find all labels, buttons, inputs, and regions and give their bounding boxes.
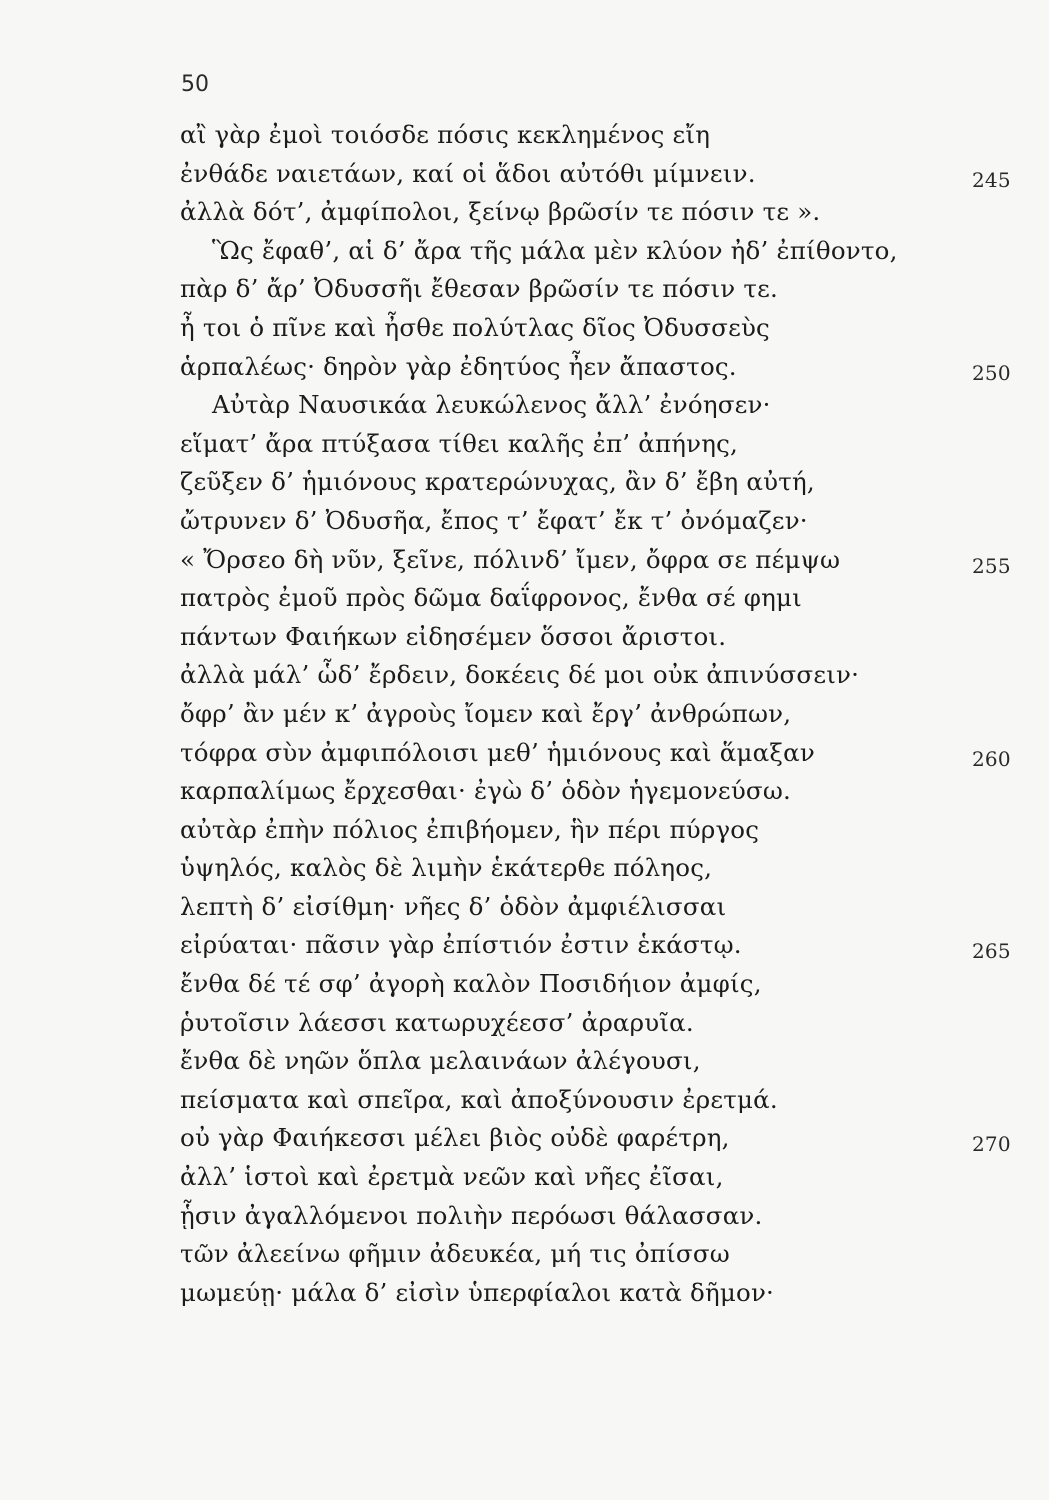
verse-text: ἀλλὰ μάλ’ ὧδ’ ἔρδειν, δοκέεις δέ μοι οὐκ ἀπινύσσειν· (180, 660, 860, 690)
verse-line (180, 1235, 1020, 1274)
verse-line (180, 965, 1020, 1004)
verse-text: ὑψηλός, καλὸς δὲ λιμὴν ἑκάτερθε πόληος, (180, 853, 713, 883)
line-number: 255 (972, 553, 1011, 578)
verse-text: τῶν ἀλεείνω φῆμιν ἀδευκέα, μή τις ὀπίσσω (180, 1239, 730, 1269)
verse-text: εἰρύαται· πᾶσιν γὰρ ἐπίστιόν ἐστιν ἑκάστῳ. (180, 930, 742, 960)
verse-text: πείσματα καὶ σπεῖρα, καὶ ἀποξύνουσιν ἐρετμά. (180, 1084, 778, 1114)
verse-line (180, 541, 1020, 580)
verse-line (180, 1274, 1020, 1313)
verse-text: ἔνθα δέ τέ σφ’ ἀγορὴ καλὸν Ποσιδήιον ἀμφίς, (180, 969, 762, 999)
verse-text: ᾗσιν ἀγαλλόμενοι πολιὴν περόωσι θάλασσαν. (180, 1200, 763, 1230)
verse-text: πατρὸς ἐμοῦ πρὸς δῶμα δαΐφρονος, ἔνθα σέ φημι (180, 583, 802, 613)
verse-text: ἔνθα δὲ νηῶν ὅπλα μελαινάων ἀλέγουσι, (180, 1046, 701, 1076)
verse-text: μωμεύῃ· μάλα δ’ εἰσὶν ὑπερφίαλοι κατὰ δῆμον· (180, 1277, 775, 1307)
line-number: 265 (972, 939, 1011, 964)
verse-text: αἲ γὰρ ἐμοὶ τοιόσδε πόσις κεκλημένος εἴη (180, 120, 711, 149)
verse-text: ἐνθάδε ναιετάων, καί οἱ ἅδοι αὐτόθι μίμνειν. (180, 158, 756, 188)
page-number: 50 (181, 72, 209, 97)
verse-line (180, 1004, 1020, 1043)
verse-line (180, 849, 1020, 888)
verse-line (180, 695, 1020, 734)
line-number: 245 (972, 167, 1011, 192)
verse-line (180, 926, 1020, 965)
verse-text: Αὐτὰρ Ναυσικάα λευκώλενος ἄλλ’ ἐνόησεν· (212, 390, 771, 420)
verse-line (180, 116, 1020, 155)
verse-text: ζεῦξεν δ’ ἡμιόνους κρατερώνυχας, ἂν δ’ ἔβη αὐτή, (180, 467, 815, 497)
verse-line (180, 1119, 1020, 1158)
verse-line (180, 232, 1020, 271)
verse-line (180, 579, 1020, 618)
verse-line (180, 1081, 1020, 1120)
line-number: 270 (972, 1132, 1011, 1157)
verse-line (180, 193, 1020, 232)
verse-text: ἀλλὰ δότ’, ἀμφίπολοι, ξείνῳ βρῶσίν τε πόσιν τε ». (180, 197, 821, 227)
verse-text: αὐτὰρ ἐπὴν πόλιος ἐπιβήομεν, ἣν πέρι πύργος (180, 814, 760, 844)
verse-line (180, 155, 1020, 194)
verse-line (180, 888, 1020, 927)
line-number: 250 (972, 360, 1011, 385)
verse-text: ἀλλ’ ἱστοὶ καὶ ἐρετμὰ νεῶν καὶ νῆες ἐῖσαι, (180, 1162, 724, 1192)
verse-line (180, 463, 1020, 502)
verse-line (180, 618, 1020, 657)
verse-line (180, 502, 1020, 541)
verse-text: ἦ τοι ὁ πῖνε καὶ ἦσθε πολύτλας δῖος Ὀδυσσεὺς (180, 312, 770, 342)
verse-line (180, 1042, 1020, 1081)
verse-line (180, 309, 1020, 348)
verse-text: « Ὄρσεο δὴ νῦν, ξεῖνε, πόλινδ’ ἴμεν, ὄφρα σε πέμψω (180, 544, 841, 574)
verse-text: εἵματ’ ἄρα πτύξασα τίθει καλῆς ἐπ’ ἀπήνης, (180, 428, 739, 458)
verse-text: οὐ γὰρ Φαιήκεσσι μέλει βιὸς οὐδὲ φαρέτρη, (180, 1123, 730, 1153)
verse-text: πὰρ δ’ ἄρ’ Ὀδυσσῆι ἔθεσαν βρῶσίν τε πόσιν τε. (180, 274, 778, 304)
verse-text: πάντων Φαιήκων εἰδησέμεν ὅσσοι ἄριστοι. (180, 621, 727, 651)
verse-block (180, 116, 1020, 1312)
verse-line (180, 386, 1020, 425)
verse-line (180, 348, 1020, 387)
verse-line (180, 772, 1020, 811)
verse-line (180, 656, 1020, 695)
line-number: 260 (972, 746, 1011, 771)
verse-text: καρπαλίμως ἔρχεσθαι· ἐγὼ δ’ ὁδὸν ἡγεμονεύσω. (180, 776, 792, 806)
verse-line (180, 734, 1020, 773)
verse-text: ὤτρυνεν δ’ Ὀδυσῆα, ἔπος τ’ ἔφατ’ ἔκ τ’ ὀνόμαζεν· (180, 505, 808, 535)
verse-line (180, 811, 1020, 850)
verse-text: ἁρπαλέως· δηρὸν γὰρ ἐδητύος ἦεν ἄπαστος. (180, 351, 737, 381)
verse-line (180, 1197, 1020, 1236)
verse-text: ῥυτοῖσιν λάεσσι κατωρυχέεσσ’ ἀραρυῖα. (180, 1007, 694, 1037)
verse-line (180, 425, 1020, 464)
verse-text: τόφρα σὺν ἀμφιπόλοισι μεθ’ ἡμιόνους καὶ ἅμαξαν (180, 737, 815, 767)
verse-text: Ὣς ἔφαθ’, αἱ δ’ ἄρα τῆς μάλα μὲν κλύον ἠδ’ ἐπίθοντο, (212, 235, 898, 265)
verse-line (180, 270, 1020, 309)
verse-text: ὄφρ’ ἂν μέν κ’ ἀγροὺς ἴομεν καὶ ἔργ’ ἀνθρώπων, (180, 698, 792, 728)
verse-text: λεπτὴ δ’ εἰσίθμη· νῆες δ’ ὁδὸν ἀμφιέλισσαι (180, 891, 727, 921)
verse-line (180, 1158, 1020, 1197)
